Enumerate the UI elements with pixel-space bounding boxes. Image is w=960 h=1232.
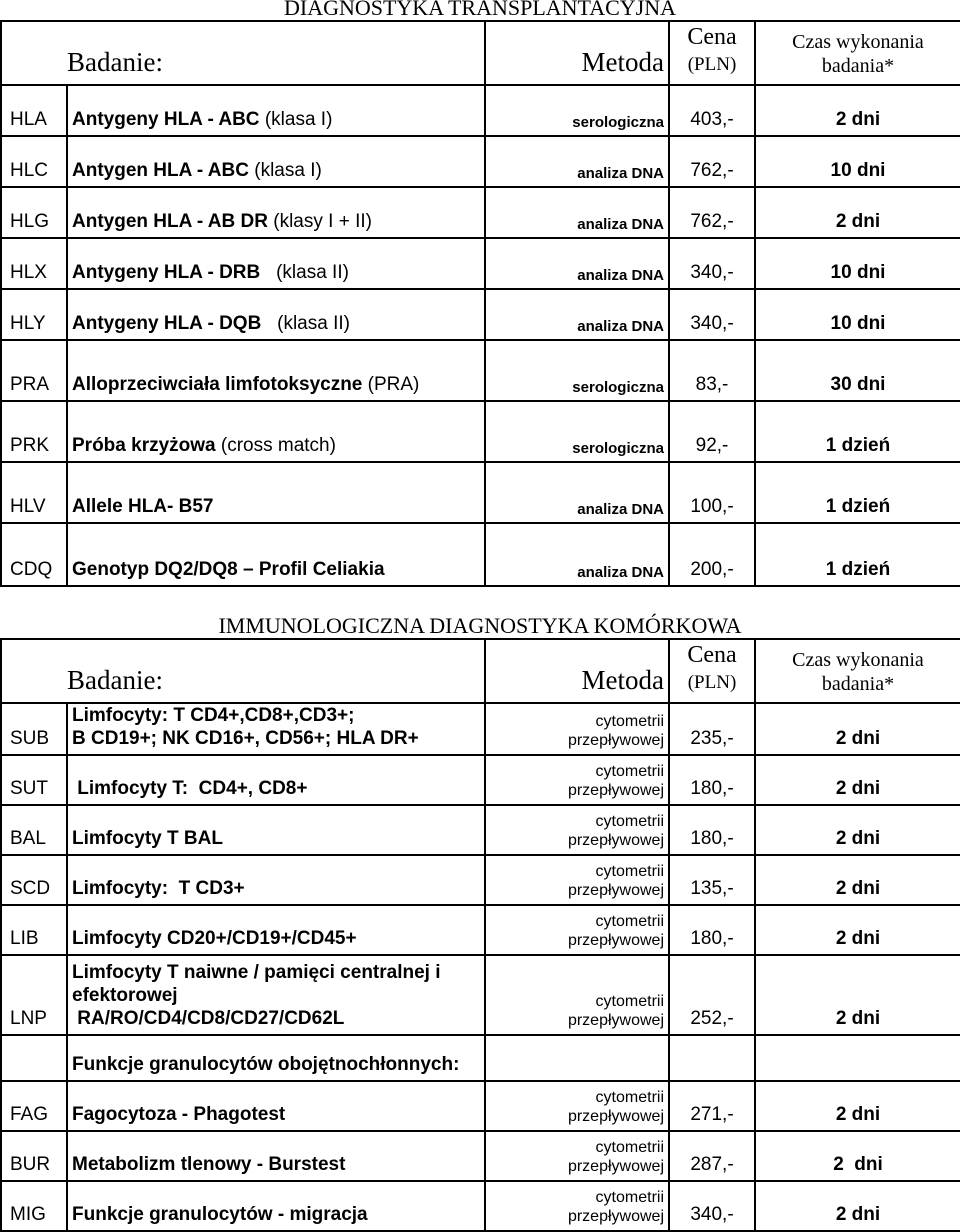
- row-price: 340,-: [669, 289, 755, 340]
- row-code: FAG: [1, 1081, 67, 1131]
- row-method-line1: cytometrii: [595, 993, 664, 1010]
- row-method: serologiczna: [485, 340, 669, 401]
- row-method: analiza DNA: [485, 238, 669, 289]
- row-method-line1: cytometrii: [595, 713, 664, 730]
- row-price: 403,-: [669, 85, 755, 136]
- row-price: 340,-: [669, 238, 755, 289]
- row-name-suffix: (PRA): [362, 374, 420, 395]
- row-time: 1 dzień: [755, 401, 960, 462]
- row-time: 2 dni: [755, 755, 960, 805]
- row-name: [67, 805, 485, 855]
- row-method-line2: przepływowej: [567, 1208, 664, 1225]
- row-method: analiza DNA: [485, 462, 669, 523]
- header-cena-unit: (PLN): [687, 54, 737, 75]
- row-time: 2 dni: [755, 905, 960, 955]
- header-czas-line2: badania*: [821, 55, 895, 77]
- row-price: 180,-: [669, 755, 755, 805]
- header-czas: [755, 639, 960, 703]
- row-method: [485, 755, 669, 805]
- row-name: Funkcje granulocytów - migracja: [67, 1181, 485, 1231]
- row-time: 30 dni: [755, 340, 960, 401]
- row-name-main: Genotyp DQ2/DQ8 – Profil Celiakia: [72, 559, 385, 580]
- row-code: HLC: [1, 136, 67, 187]
- header-cena: [669, 21, 755, 85]
- row-time: 2 dni: [755, 1081, 960, 1131]
- group-heading-price-cell: [669, 1035, 755, 1081]
- row-time: 2 dni: [755, 187, 960, 238]
- row-name-main: Antygeny HLA - DQB: [72, 313, 262, 334]
- table-row: [1, 905, 960, 955]
- header-czas-line1: Czas wykonania: [792, 31, 924, 53]
- row-method-line2: przepływowej: [567, 1108, 664, 1125]
- row-method-line2: przepływowej: [567, 932, 664, 949]
- header-cena: [669, 639, 755, 703]
- table-row: [1, 703, 960, 755]
- table-row: [1, 340, 960, 401]
- row-name: [67, 462, 485, 523]
- row-name: [67, 238, 485, 289]
- header-metoda: Metoda: [485, 639, 669, 703]
- row-name-main: Allele HLA- B57: [72, 496, 214, 517]
- header-metoda: Metoda: [485, 21, 669, 85]
- table-row: [1, 462, 960, 523]
- row-name: [67, 289, 485, 340]
- group-heading: Funkcje granulocytów obojętnochłonnych:: [67, 1035, 485, 1081]
- row-method-line2: przepływowej: [567, 1012, 664, 1029]
- row-name: [67, 905, 485, 955]
- row-name-suffix: (klasy I + II): [267, 211, 372, 232]
- transplant-table: [0, 20, 960, 587]
- row-code: CDQ: [1, 523, 67, 586]
- row-method-line2: przepływowej: [567, 882, 664, 899]
- row-method-line1: cytometrii: [595, 813, 664, 830]
- header-czas: [755, 21, 960, 85]
- row-method: analiza DNA: [485, 523, 669, 586]
- row-name-suffix: (klasa I): [248, 160, 322, 181]
- row-name-line1: Limfocyty T naiwne / pamięci centralnej i: [72, 962, 441, 983]
- row-method-line1: cytometrii: [595, 763, 664, 780]
- row-method: [485, 1081, 669, 1131]
- table-row: [1, 805, 960, 855]
- row-name-line3: RA/RO/CD4/CD8/CD27/CD62L: [72, 1008, 345, 1029]
- row-method-line2: przepływowej: [567, 832, 664, 849]
- row-code: LNP: [1, 955, 67, 1035]
- row-method: serologiczna: [485, 401, 669, 462]
- row-code: MIG: [1, 1181, 67, 1231]
- table-row: [1, 855, 960, 905]
- row-name-suffix: (klasa I): [259, 109, 333, 130]
- row-time: 10 dni: [755, 238, 960, 289]
- row-name-line1: Limfocyty: T CD4+,CD8+,CD3+;: [72, 705, 355, 726]
- row-price: 100,-: [669, 462, 755, 523]
- row-name-suffix: (klasa II): [261, 313, 350, 334]
- table-row: [1, 755, 960, 805]
- row-price: 340,-: [669, 1181, 755, 1231]
- table-header-row: [1, 639, 960, 703]
- row-name-main: Antygeny HLA - DRB: [72, 262, 261, 283]
- header-czas-line2: badania*: [821, 673, 895, 695]
- row-method: analiza DNA: [485, 187, 669, 238]
- row-name-line1: Limfocyty T: CD4+, CD8+: [72, 778, 308, 799]
- row-name: [67, 523, 485, 586]
- header-czas-line1: Czas wykonania: [792, 649, 924, 671]
- row-code: PRA: [1, 340, 67, 401]
- row-code: HLY: [1, 289, 67, 340]
- row-method: [485, 703, 669, 755]
- row-time: 2 dni: [755, 855, 960, 905]
- table-row: [1, 289, 960, 340]
- row-name: [67, 187, 485, 238]
- row-price: 235,-: [669, 703, 755, 755]
- table-row: [1, 523, 960, 586]
- row-name: [67, 136, 485, 187]
- row-code: HLA: [1, 85, 67, 136]
- row-price: 762,-: [669, 136, 755, 187]
- row-method: [485, 805, 669, 855]
- row-name: [67, 855, 485, 905]
- row-name-main: Próba krzyżowa: [72, 435, 216, 456]
- row-name-main: Antygen HLA - ABC: [72, 160, 249, 181]
- row-method: analiza DNA: [485, 289, 669, 340]
- row-name: [67, 85, 485, 136]
- row-time: 2 dni: [755, 805, 960, 855]
- table-row: [1, 401, 960, 462]
- header-badanie: Badanie:: [1, 21, 485, 85]
- row-time: 1 dzień: [755, 523, 960, 586]
- row-price: 287,-: [669, 1131, 755, 1181]
- row-name: [67, 340, 485, 401]
- row-code: LIB: [1, 905, 67, 955]
- header-cena-label: Cena: [687, 642, 737, 668]
- row-price: 252,-: [669, 955, 755, 1035]
- row-name: [67, 703, 485, 755]
- row-name: Metabolizm tlenowy - Burstest: [67, 1131, 485, 1181]
- row-method: serologiczna: [485, 85, 669, 136]
- row-time: 10 dni: [755, 136, 960, 187]
- header-cena-label: Cena: [687, 24, 737, 50]
- table-row: [1, 955, 960, 1035]
- row-name-line1: Limfocyty T BAL: [72, 828, 223, 849]
- table-row: [1, 238, 960, 289]
- group-heading-method-cell: [485, 1035, 669, 1081]
- row-time: 1 dzień: [755, 462, 960, 523]
- row-name-main: Alloprzeciwciała limfotoksyczne: [72, 374, 363, 395]
- table-row: [1, 136, 960, 187]
- row-code: BAL: [1, 805, 67, 855]
- row-method-line1: cytometrii: [595, 913, 664, 930]
- group-heading-code-cell: [1, 1035, 67, 1081]
- table-row: [1, 187, 960, 238]
- table-header-row: [1, 21, 960, 85]
- row-time: 2 dni: [755, 703, 960, 755]
- section-title-immunology: IMMUNOLOGICZNA DIAGNOSTYKA KOMÓRKOWA: [218, 613, 742, 638]
- row-price: 180,-: [669, 805, 755, 855]
- row-time: 10 dni: [755, 289, 960, 340]
- section-title-transplant: DIAGNOSTYKA TRANSPLANTACYJNA: [283, 0, 677, 20]
- row-method-line1: cytometrii: [595, 1139, 664, 1156]
- row-method: [485, 855, 669, 905]
- row-name-main: Antygeny HLA - ABC: [72, 109, 260, 130]
- row-time: 2 dni: [755, 1181, 960, 1231]
- row-name-line1: Limfocyty: T CD3+: [72, 878, 245, 899]
- row-name-main: Antygen HLA - AB DR: [72, 211, 268, 232]
- row-method: [485, 1131, 669, 1181]
- row-time: 2 dni: [755, 1131, 960, 1181]
- table-row: [1, 1181, 960, 1231]
- row-method-line2: przepływowej: [567, 1158, 664, 1175]
- row-code: SUB: [1, 703, 67, 755]
- row-name: Fagocytoza - Phagotest: [67, 1081, 485, 1131]
- row-name-suffix: (klasa II): [260, 262, 349, 283]
- row-name-suffix: (cross match): [215, 435, 336, 456]
- row-code: BUR: [1, 1131, 67, 1181]
- row-price: 135,-: [669, 855, 755, 905]
- row-price: 180,-: [669, 905, 755, 955]
- row-method-line2: przepływowej: [567, 782, 664, 799]
- row-method: analiza DNA: [485, 136, 669, 187]
- row-method: [485, 905, 669, 955]
- row-code: HLV: [1, 462, 67, 523]
- row-price: 83,-: [669, 340, 755, 401]
- group-heading-time-cell: [755, 1035, 960, 1081]
- table-row: [1, 1081, 960, 1131]
- row-method-line1: cytometrii: [595, 1189, 664, 1206]
- row-code: HLG: [1, 187, 67, 238]
- row-time: 2 dni: [755, 955, 960, 1035]
- row-time: 2 dni: [755, 85, 960, 136]
- row-name-line2: B CD19+; NK CD16+, CD56+; HLA DR+: [72, 728, 419, 749]
- row-price: 271,-: [669, 1081, 755, 1131]
- row-code: SUT: [1, 755, 67, 805]
- row-method-line1: cytometrii: [595, 1089, 664, 1106]
- row-method-line1: cytometrii: [595, 863, 664, 880]
- row-code: SCD: [1, 855, 67, 905]
- row-price: 762,-: [669, 187, 755, 238]
- row-name-line1: Limfocyty CD20+/CD19+/CD45+: [72, 928, 357, 949]
- row-method-line2: przepływowej: [567, 732, 664, 749]
- immunology-table: [0, 638, 960, 1232]
- row-method: [485, 955, 669, 1035]
- table-row: [1, 1131, 960, 1181]
- row-name: [67, 755, 485, 805]
- header-badanie: Badanie:: [1, 639, 485, 703]
- group-heading-row: [1, 1035, 960, 1081]
- row-method: [485, 1181, 669, 1231]
- row-code: PRK: [1, 401, 67, 462]
- table-row: [1, 85, 960, 136]
- row-name: [67, 955, 485, 1035]
- header-cena-unit: (PLN): [687, 672, 737, 693]
- row-name-line2: efektorowej: [72, 985, 178, 1006]
- row-name: [67, 401, 485, 462]
- row-price: 200,-: [669, 523, 755, 586]
- row-code: HLX: [1, 238, 67, 289]
- row-price: 92,-: [669, 401, 755, 462]
